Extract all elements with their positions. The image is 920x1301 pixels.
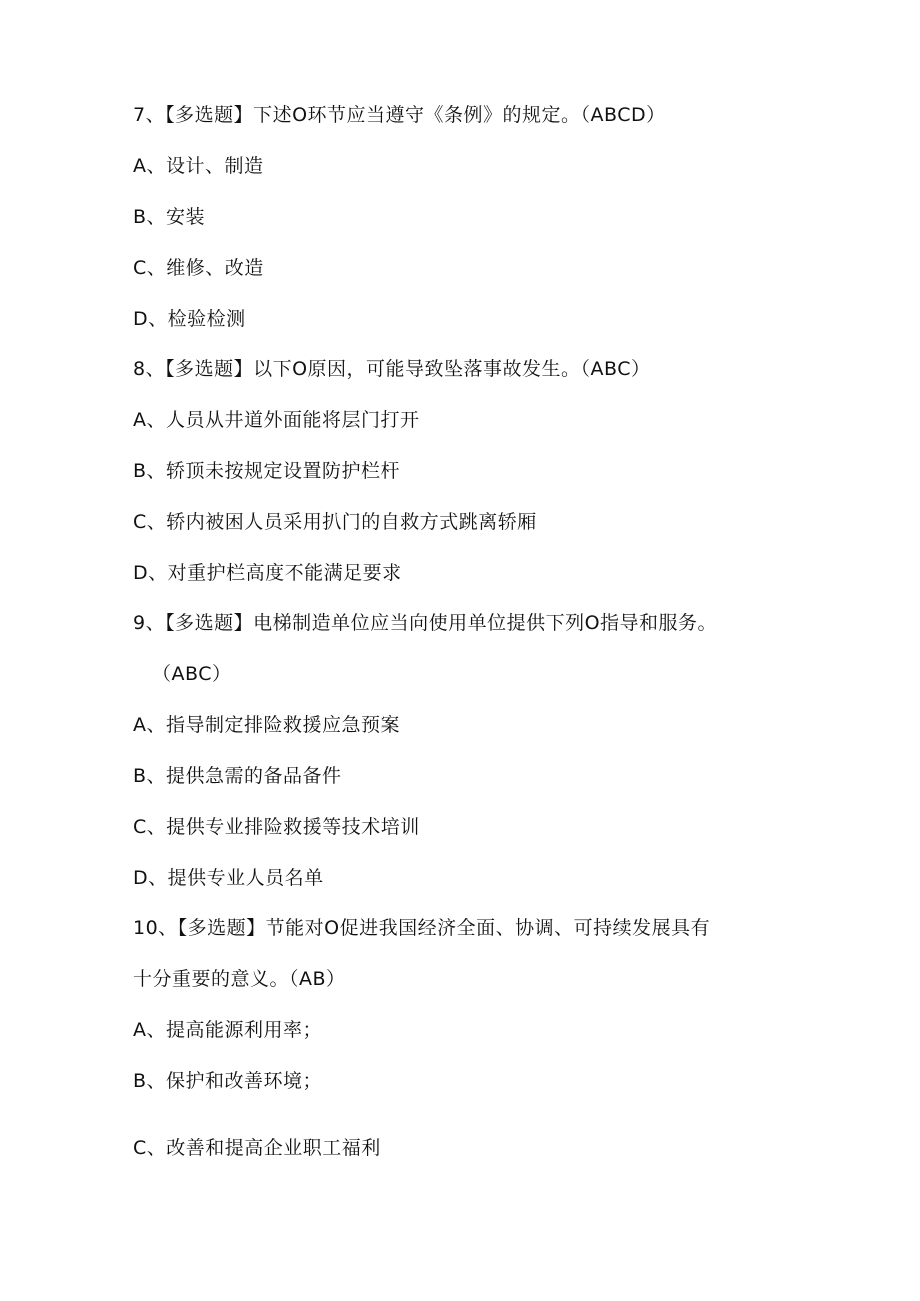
question-9-stem-continued: （ABC） bbox=[152, 663, 232, 685]
question-9-option-b: B、提供急需的备品备件 bbox=[133, 765, 342, 787]
question-8-option-a: A、人员从井道外面能将层门打开 bbox=[133, 409, 420, 431]
question-10-stem-continued: 十分重要的意义。（AB） bbox=[133, 968, 346, 990]
question-10-stem: 10、【多选题】节能对O促进我国经济全面、协调、可持续发展具有 bbox=[133, 917, 711, 939]
question-9-option-c: C、提供专业排险救援等技术培训 bbox=[133, 816, 420, 838]
question-9-stem: 9、【多选题】电梯制造单位应当向使用单位提供下列O指导和服务。 bbox=[133, 612, 718, 634]
question-10-option-c: C、改善和提高企业职工福利 bbox=[133, 1137, 381, 1159]
question-7-option-d: D、检验检测 bbox=[133, 308, 246, 330]
question-8-option-d: D、对重护栏高度不能满足要求 bbox=[133, 562, 402, 584]
question-7-option-b: B、安装 bbox=[133, 206, 206, 228]
question-9-option-d: D、提供专业人员名单 bbox=[133, 867, 324, 889]
question-8-stem: 8、【多选题】以下O原因，可能导致坠落事故发生。（ABC） bbox=[133, 358, 651, 380]
question-8-option-c: C、轿内被困人员采用扒门的自救方式跳离轿厢 bbox=[133, 511, 537, 533]
question-9-option-a: A、指导制定排险救援应急预案 bbox=[133, 714, 400, 736]
question-8-option-b: B、轿顶未按规定设置防护栏杆 bbox=[133, 460, 401, 482]
question-7-option-c: C、维修、改造 bbox=[133, 257, 264, 279]
question-10-option-a: A、提高能源利用率； bbox=[133, 1019, 322, 1041]
question-7-option-a: A、设计、制造 bbox=[133, 155, 264, 177]
question-7-stem: 7、【多选题】下述O环节应当遵守《条例》的规定。（ABCD） bbox=[133, 104, 666, 126]
question-10-option-b: B、保护和改善环境； bbox=[133, 1070, 323, 1092]
